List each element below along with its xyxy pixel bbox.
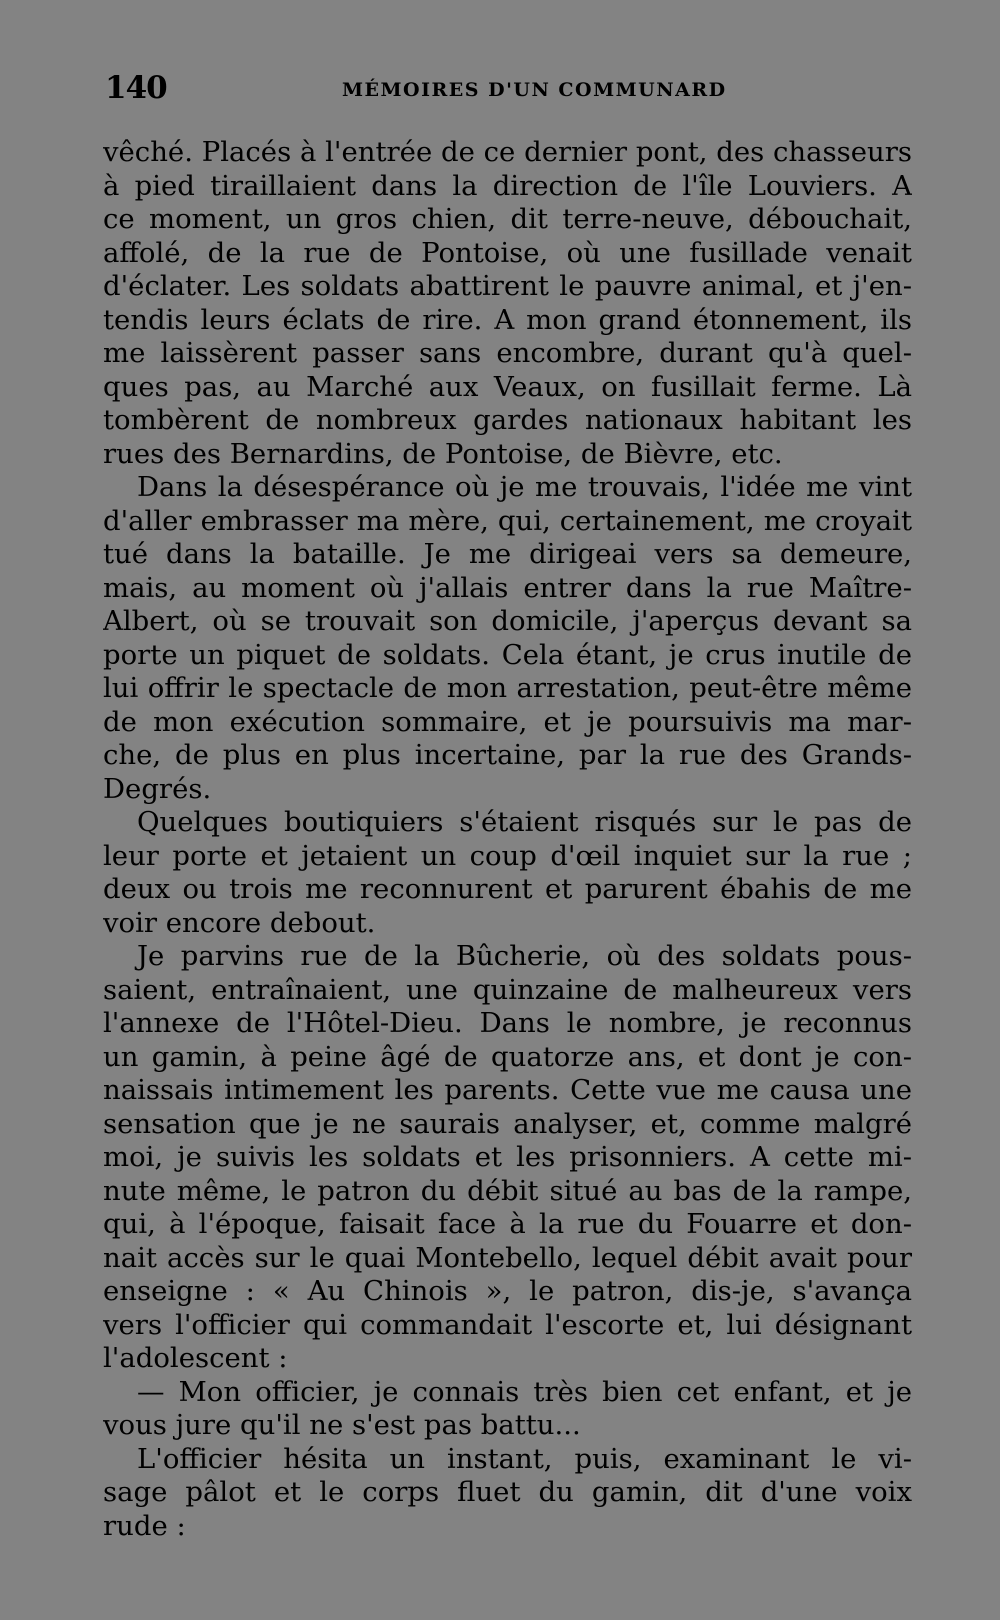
text-line: L'officier hésita un instant, puis, examinant le vi- <box>137 1442 912 1475</box>
text-line: — Mon officier, je connais très bien cet enfant, et je <box>137 1375 912 1408</box>
text-line: vers l'officier qui commandait l'escorte et, lui désignant <box>103 1308 912 1341</box>
text-line: tué dans la bataille. Je me dirigeai vers sa demeure, <box>103 538 912 570</box>
text-line: saient, entraînaient, une quinzaine de malheureux vers <box>103 973 912 1006</box>
text-line: lui offrir le spectacle de mon arrestation, peut-être même <box>103 672 912 704</box>
text-line: Degrés. <box>103 772 212 805</box>
text-line: naissais intimement les parents. Cette vue me causa une <box>103 1074 912 1106</box>
text-line: vêché. Placés à l'entrée de ce dernier pont, des chasseurs <box>103 136 912 168</box>
text-line: che, de plus en plus incertaine, par la rue des Grands- <box>103 739 912 771</box>
text-line: de mon exécution sommaire, et je poursuivis ma mar- <box>103 705 912 738</box>
text-line: leur porte et jetaient un coup d'œil inquiet sur la rue ; <box>103 839 912 872</box>
text-line: Quelques boutiquiers s'étaient risqués sur le pas de <box>137 806 912 838</box>
text-line: affolé, de la rue de Pontoise, où une fusillade venait <box>103 236 912 269</box>
text-line: porte un piquet de soldats. Cela étant, je crus inutile de <box>103 638 912 671</box>
text-line: l'annexe de l'Hôtel-Dieu. Dans le nombre, je reconnus <box>103 1007 912 1039</box>
text-line: sage pâlot et le corps fluet du gamin, dit d'une voix <box>103 1476 912 1508</box>
text-line: mais, au moment où j'allais entrer dans la rue Maître- <box>103 571 912 604</box>
text-line: rues des Bernardins, de Pontoise, de Bièvre, etc. <box>103 437 783 470</box>
text-line: vous jure qu'il ne s'est pas battu... <box>103 1409 581 1441</box>
text-line: Dans la désespérance où je me trouvais, l'idée me vint <box>137 471 912 503</box>
text-line: à pied tiraillaient dans la direction de l'île Louviers. A <box>103 169 912 202</box>
text-line: voir encore debout. <box>103 906 376 939</box>
text-line: l'adolescent : <box>103 1342 288 1374</box>
text-line: me laissèrent passer sans encombre, durant qu'à quel- <box>103 337 912 369</box>
text-line: nute même, le patron du débit situé au bas de la rampe, <box>103 1174 912 1207</box>
text-line: ques pas, au Marché aux Veaux, on fusillait ferme. Là <box>103 370 912 403</box>
text-line: d'aller embrasser ma mère, qui, certainement, me croyait <box>103 504 912 537</box>
text-line: qui, à l'époque, faisait face à la rue du Fouarre et don- <box>103 1208 912 1240</box>
text-line: nait accès sur le quai Montebello, lequel débit avait pour <box>103 1241 912 1274</box>
text-line: enseigne : « Au Chinois », le patron, dis-je, s'avança <box>103 1275 912 1307</box>
text-line: sensation que je ne saurais analyser, et, comme malgré <box>103 1107 912 1140</box>
text-line: Albert, où se trouvait son domicile, j'aperçus devant sa <box>103 605 912 637</box>
text-line: ce moment, un gros chien, dit terre-neuve, débouchait, <box>103 203 912 235</box>
text-line: un gamin, à peine âgé de quatorze ans, et dont je con- <box>103 1040 912 1073</box>
text-line: moi, je suivis les soldats et les prisonniers. A cette mi- <box>103 1141 912 1173</box>
page-number: 140 <box>105 70 167 106</box>
running-head: MÉMOIRES D'UN COMMUNARD <box>342 79 727 101</box>
text-line: tombèrent de nombreux gardes nationaux habitant les <box>103 404 912 436</box>
text-line: Je parvins rue de la Bûcherie, où des soldats pous- <box>137 940 912 972</box>
text-line: tendis leurs éclats de rire. A mon grand étonnement, ils <box>103 303 912 336</box>
text-line: deux ou trois me reconnurent et parurent ébahis de me <box>103 873 912 905</box>
page-header <box>105 70 910 110</box>
text-line: rude : <box>103 1509 186 1542</box>
body-text <box>103 136 912 1543</box>
text-line: d'éclater. Les soldats abattirent le pauvre animal, et j'en- <box>103 270 912 302</box>
